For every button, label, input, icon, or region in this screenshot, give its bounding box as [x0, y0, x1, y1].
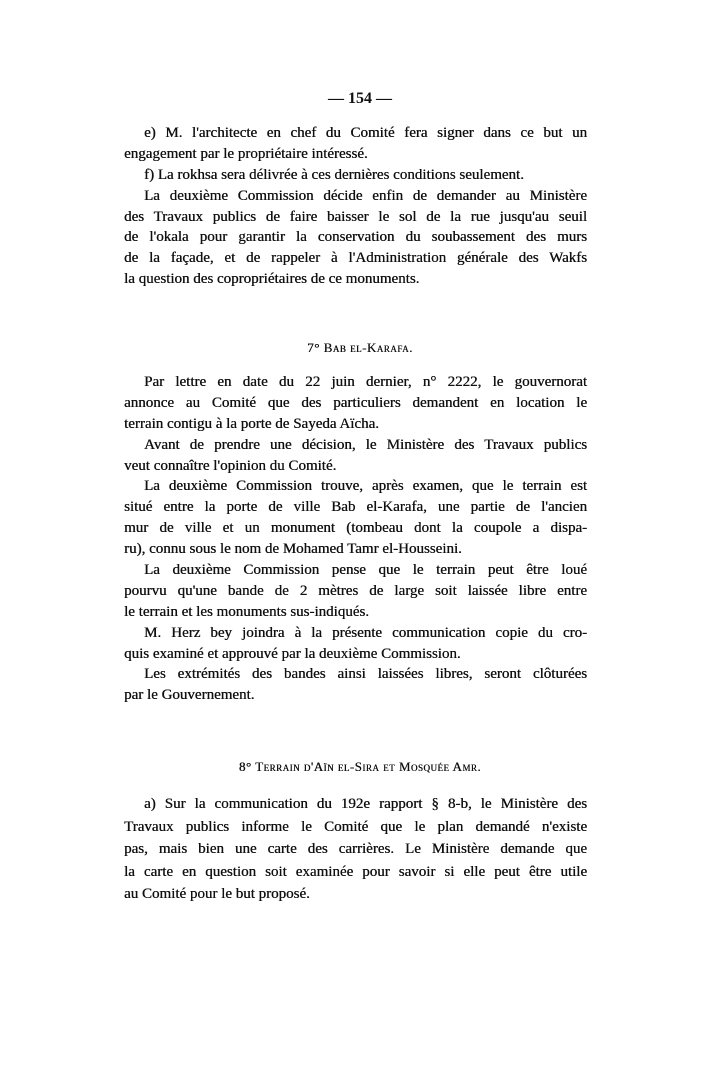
text-line: engagement par le propriétaire intéressé. [124, 145, 368, 162]
text-line: M. Herz bey joindra à la présente communication copie du cro- [144, 624, 587, 641]
text-line: de la façade, et de rappeler à l'Administration générale des Wakfs [124, 250, 587, 267]
text-line: de l'okala pour garantir la conservation du soubassement des murs [124, 229, 587, 246]
text-line: La deuxième Commission trouve, après examen, que le terrain est [144, 478, 587, 495]
text-line: quis examiné et approuvé par la deuxième Commission. [124, 645, 461, 662]
text-line: la carte en question soit examinée pour savoir si elle peut être utile [124, 863, 587, 880]
text-line: mur de ville et un monument (tombeau dont la coupole a dispa- [124, 520, 587, 537]
text-line: au Comité pour le but proposé. [124, 886, 310, 902]
section-8-heading: 8° Terrain d'Aïn el-Sira et Mosquée Amr. [238, 759, 482, 774]
text-line: Travaux publics informe le Comité que le plan demandé n'existe [124, 818, 587, 835]
text-line: ru), connu sous le nom de Mohamed Tamr el-Housseini. [124, 541, 462, 558]
text-line: Les extrémités des bandes ainsi laissées libres, seront clôturées [144, 666, 587, 683]
text-line: Par lettre en date du 22 juin dernier, n° 2222, le gouvernorat [144, 374, 587, 390]
text-line: terrain contigu à la porte de Sayeda Aïcha. [124, 415, 379, 432]
section-7-heading: 7° Bab el-Karafa. [307, 340, 413, 355]
text-line: pas, mais bien une carte des carrières. Le Ministère demande que [124, 841, 587, 857]
text-line: veut connaître l'opinion du Comité. [124, 457, 337, 474]
section-7-text [124, 372, 587, 706]
text-line: Avant de prendre une décision, le Ministère des Travaux publics [144, 436, 587, 453]
text-line: La deuxième Commission décide enfin de demander au Ministère [144, 187, 587, 204]
text-line: par le Gouvernement. [124, 687, 255, 704]
text-line: La deuxième Commission pense que le terrain peut être loué [144, 562, 587, 579]
text-line: a) Sur la communication du 192e rapport § 8-b, le Ministère des [144, 796, 587, 812]
section-8-text [124, 793, 587, 906]
intro-text [124, 123, 587, 290]
page-number: — 154 — [328, 90, 392, 107]
text-line: le terrain et les monuments sus-indiqués. [124, 603, 369, 620]
text-line: des Travaux publics de faire baisser le sol de la rue jusqu'au seuil [124, 208, 587, 225]
text-line: pourvu qu'une bande de 2 mètres de large soit laissée libre entre [124, 582, 587, 599]
text-line: f) La rokhsa sera délivrée à ces dernières conditions seulement. [144, 166, 524, 183]
text-line: annonce au Comité que des particuliers demandent en location le [124, 394, 587, 411]
text-line: la question des copropriétaires de ce monuments. [124, 271, 420, 288]
text-line: situé entre la porte de ville Bab el-Karafa, une partie de l'ancien [124, 499, 587, 516]
text-line: e) M. l'architecte en chef du Comité fera signer dans ce but un [144, 125, 587, 141]
